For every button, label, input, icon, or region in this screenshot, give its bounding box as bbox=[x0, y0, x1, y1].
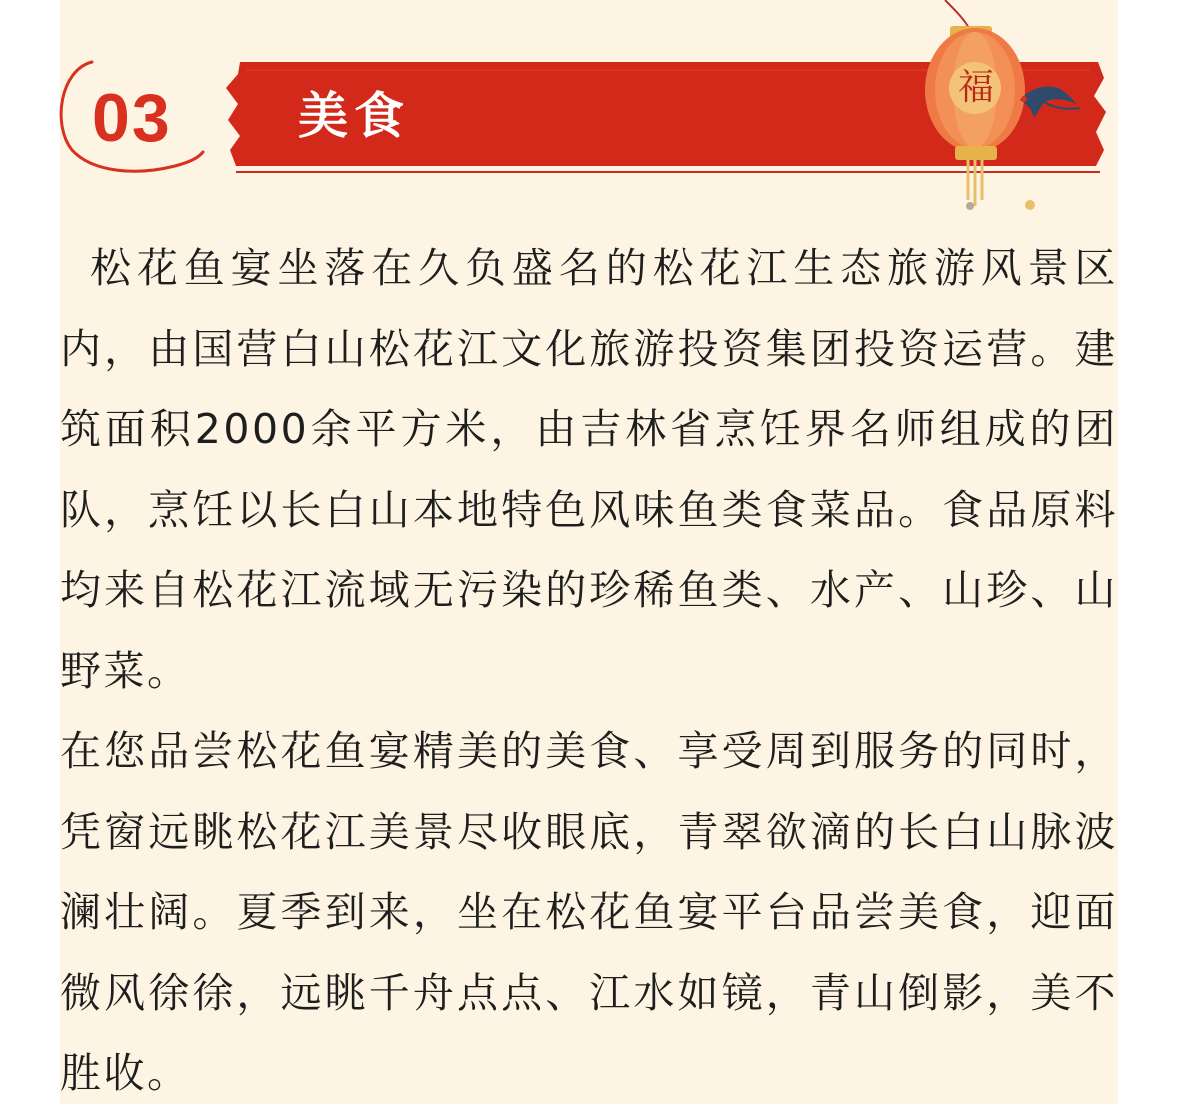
section-number: 03 bbox=[92, 80, 172, 156]
article-body bbox=[60, 228, 1118, 1114]
lantern-character: 福 bbox=[957, 67, 994, 108]
paragraph-1: 松花鱼宴坐落在久负盛名的松花江生态旅游风景区内，由国营白山松花江文化旅游投资集团投资运营。建筑面积2000余平方米，由吉林省烹饪界名师组成的团队，烹饪以长白山本地特色风味鱼类食菜品。食品原料均来自松花江流域无污染的珍稀鱼类、水产、山珍、山野菜。 bbox=[60, 244, 1118, 695]
paragraph-2: 在您品尝松花鱼宴精美的美食、享受周到服务的同时，凭窗远眺松花江美景尽收眼底，青翠欲滴的长白山脉波澜壮阔。夏季到来，坐在松花鱼宴平台品尝美食，迎面微风徐徐，远眺千舟点点、江水如镜，青山倒影，美不胜收。 bbox=[60, 727, 1118, 1097]
section-header-banner bbox=[0, 0, 1179, 230]
section-title: 美食 bbox=[298, 87, 410, 145]
